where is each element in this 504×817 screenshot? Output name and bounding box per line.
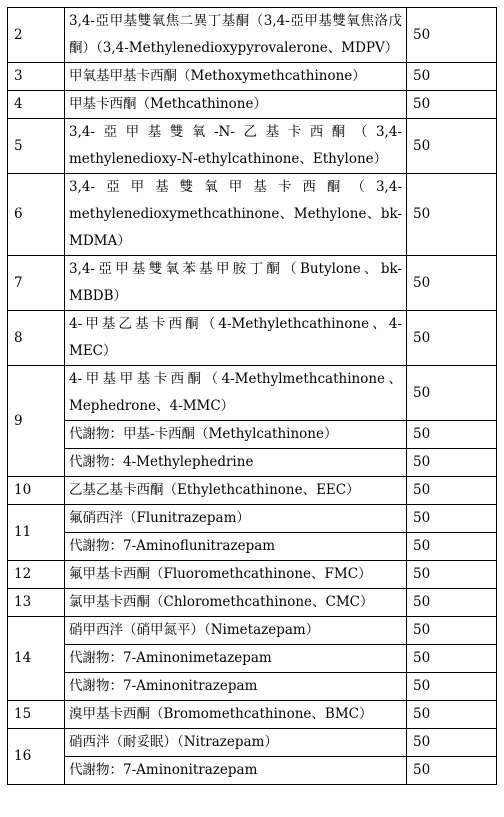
substance-name: 4-甲基甲基卡西酮（4-Methylmethcathinone、Mephedrone、4-MMC）	[69, 371, 402, 414]
threshold-value: 50	[407, 561, 497, 589]
row-number: 14	[8, 617, 65, 701]
table-row	[8, 174, 497, 256]
table-row	[8, 366, 497, 421]
substance-name: 硝甲西泮（硝甲氮平）（Nimetazepam）	[69, 622, 320, 638]
substance-name-cell	[65, 561, 407, 589]
substance-name: 4-甲基乙基卡西酮（4-Methylethcathinone、4-MEC）	[69, 316, 402, 359]
substance-name: 代謝物：7-Aminonimetazepam	[69, 650, 272, 666]
substance-name-cell	[65, 701, 407, 729]
substance-name: 氯甲基卡西酮（Chloromethcathinone、CMC）	[69, 594, 374, 610]
row-number: 10	[8, 477, 65, 505]
table-row	[8, 645, 497, 673]
table-row	[8, 533, 497, 561]
threshold-value: 50	[407, 645, 497, 673]
substance-name-cell	[65, 119, 407, 174]
row-number: 5	[8, 119, 65, 174]
threshold-value: 50	[407, 174, 497, 256]
substance-name: 甲氧基甲基卡西酮（Methoxymethcathinone）	[69, 68, 366, 84]
threshold-value: 50	[407, 449, 497, 477]
threshold-value: 50	[407, 673, 497, 701]
threshold-value: 50	[407, 311, 497, 366]
threshold-value: 50	[407, 533, 497, 561]
row-number: 4	[8, 91, 65, 119]
substance-name: 3,4-亞甲基雙氧苯基甲胺丁酮（Butylone、bk-MBDB）	[69, 261, 402, 304]
threshold-value: 50	[407, 477, 497, 505]
row-number: 7	[8, 256, 65, 311]
table-row	[8, 701, 497, 729]
substance-name-cell	[65, 91, 407, 119]
substance-name: 氟硝西泮（Flunitrazepam）	[69, 510, 250, 526]
row-number: 6	[8, 174, 65, 256]
substance-name: 3,4-亞甲基雙氧-N-乙基卡西酮（3,4-methylenedioxy-N-ethylcathinone、Ethylone）	[69, 124, 402, 167]
substance-name-cell	[65, 8, 407, 63]
table-row	[8, 505, 497, 533]
table-row	[8, 449, 497, 477]
substance-name-cell	[65, 757, 407, 785]
substance-name: 代謝物：7-Aminonitrazepam	[69, 678, 258, 694]
threshold-value: 50	[407, 119, 497, 174]
table-row	[8, 421, 497, 449]
threshold-value: 50	[407, 63, 497, 91]
table-row	[8, 589, 497, 617]
threshold-value: 50	[407, 505, 497, 533]
table-row	[8, 8, 497, 63]
threshold-value: 50	[407, 256, 497, 311]
substance-name-cell	[65, 645, 407, 673]
table-row	[8, 91, 497, 119]
substance-name-cell	[65, 617, 407, 645]
substance-name-cell	[65, 449, 407, 477]
substance-table	[7, 7, 497, 785]
row-number: 3	[8, 63, 65, 91]
table-row	[8, 561, 497, 589]
substance-name: 3,4-亞甲基雙氧甲基卡西酮（3,4-methylenedioxymethcathinone、Methylone、bk-MDMA）	[69, 179, 402, 249]
substance-name: 代謝物：4-Methylephedrine	[69, 454, 254, 470]
substance-name: 硝西泮（耐妥眠）（Nitrazepam）	[69, 734, 278, 750]
table-row	[8, 617, 497, 645]
substance-name: 3,4-亞甲基雙氧焦二異丁基酮（3,4-亞甲基雙氧焦洛戊酮）（3,4-Methylenedioxypyrovalerone、MDPV）	[69, 13, 402, 56]
substance-name-cell	[65, 63, 407, 91]
row-number: 9	[8, 366, 65, 477]
threshold-value: 50	[407, 421, 497, 449]
substance-name-cell	[65, 174, 407, 256]
substance-name: 乙基乙基卡西酮（Ethylethcathinone、EEC）	[69, 482, 360, 498]
threshold-value: 50	[407, 757, 497, 785]
substance-name: 甲基卡西酮（Methcathinone）	[69, 96, 267, 112]
substance-name: 氟甲基卡西酮（Fluoromethcathinone、FMC）	[69, 566, 372, 582]
row-number: 2	[8, 8, 65, 63]
threshold-value: 50	[407, 701, 497, 729]
substance-name-cell	[65, 533, 407, 561]
table-row	[8, 477, 497, 505]
substance-name-cell	[65, 729, 407, 757]
row-number: 11	[8, 505, 65, 561]
substance-name: 溴甲基卡西酮（Bromomethcathinone、BMC）	[69, 706, 373, 722]
table-row	[8, 311, 497, 366]
table-row	[8, 757, 497, 785]
substance-name-cell	[65, 256, 407, 311]
row-number: 12	[8, 561, 65, 589]
threshold-value: 50	[407, 589, 497, 617]
threshold-value: 50	[407, 617, 497, 645]
substance-name-cell	[65, 311, 407, 366]
row-number: 13	[8, 589, 65, 617]
substance-name-cell	[65, 505, 407, 533]
threshold-value: 50	[407, 729, 497, 757]
substance-name-cell	[65, 673, 407, 701]
row-number: 15	[8, 701, 65, 729]
threshold-value: 50	[407, 366, 497, 421]
substance-name-cell	[65, 477, 407, 505]
table-row	[8, 256, 497, 311]
table-body	[8, 8, 497, 785]
substance-name: 代謝物：甲基-卡西酮（Methylcathinone）	[69, 426, 338, 442]
substance-name-cell	[65, 421, 407, 449]
row-number: 16	[8, 729, 65, 785]
table-row	[8, 673, 497, 701]
substance-name: 代謝物：7-Aminoflunitrazepam	[69, 538, 276, 554]
substance-name-cell	[65, 366, 407, 421]
table-row	[8, 119, 497, 174]
substance-name-cell	[65, 589, 407, 617]
row-number: 8	[8, 311, 65, 366]
substance-name: 代謝物：7-Aminonitrazepam	[69, 762, 258, 778]
table-row	[8, 729, 497, 757]
threshold-value: 50	[407, 8, 497, 63]
threshold-value: 50	[407, 91, 497, 119]
table-row	[8, 63, 497, 91]
